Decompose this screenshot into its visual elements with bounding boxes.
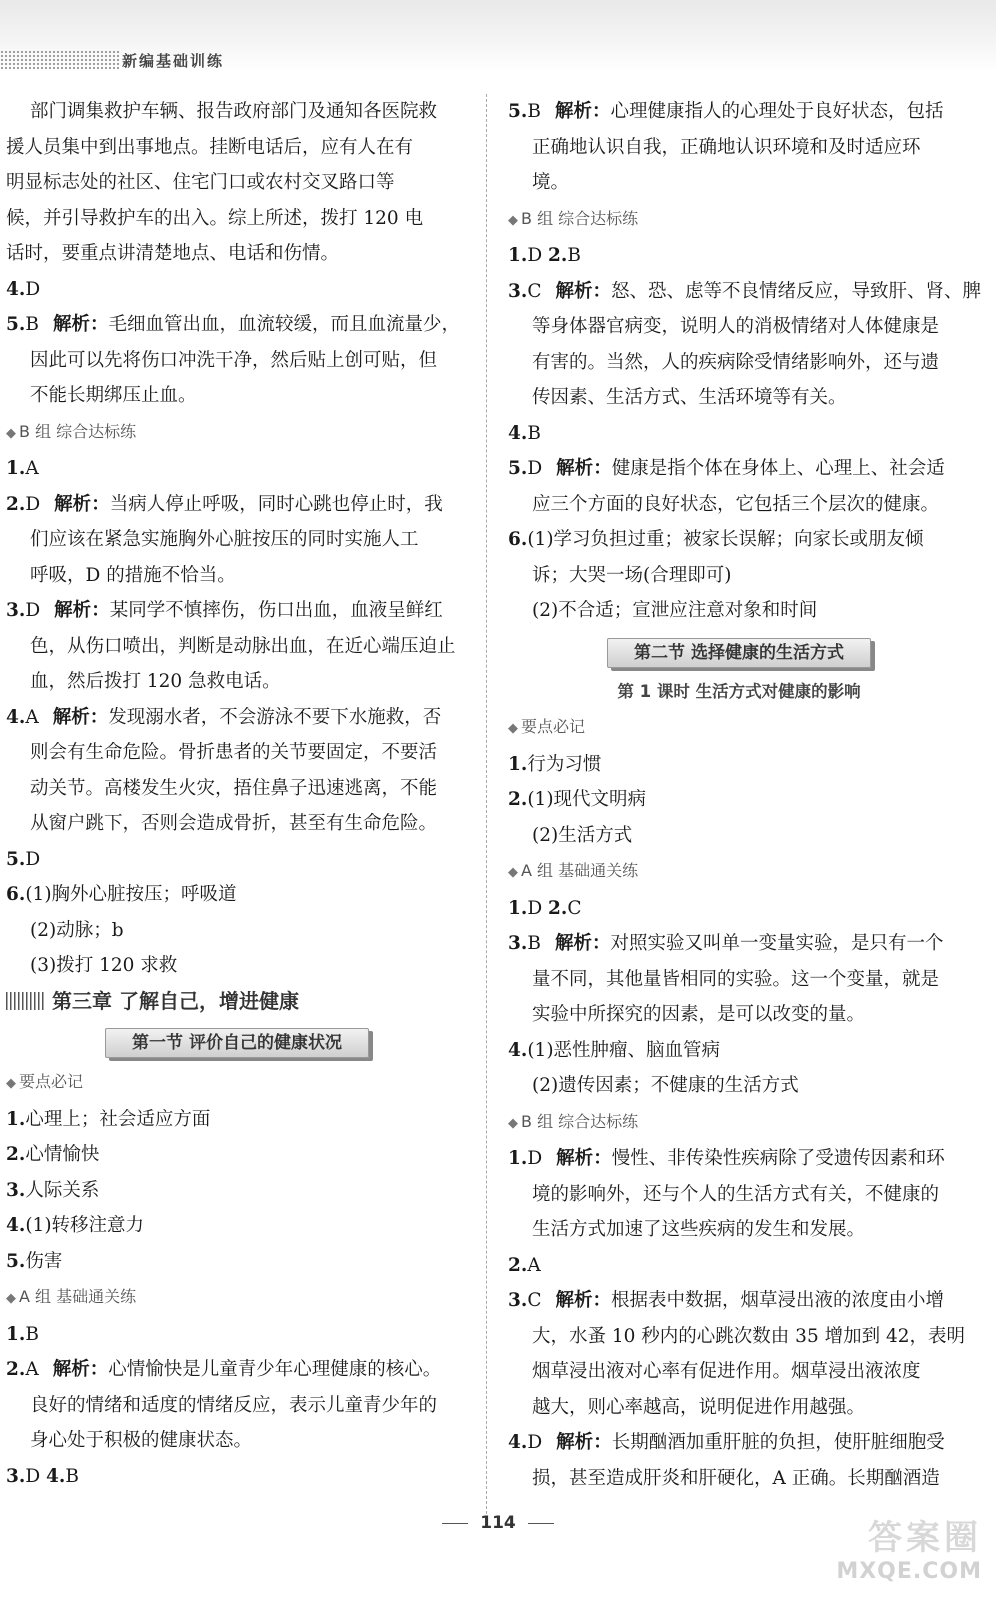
answer-choice: 人际关系 xyxy=(25,1179,100,1201)
analysis-colon: ： xyxy=(89,706,109,728)
item-number: 1. xyxy=(6,1323,26,1345)
analysis-text: 怒、恐、虑等不良情绪反应，导致肝、肾、脾 xyxy=(611,280,982,302)
answer-choice: B xyxy=(567,245,581,266)
answer-choice: D xyxy=(527,1148,543,1169)
section-title-banner xyxy=(6,1019,468,1064)
answer-choice: B xyxy=(65,1465,79,1487)
answer-text-line: 诉；大哭一场(合理即可) xyxy=(532,564,732,586)
item-number: 2. xyxy=(508,1254,528,1276)
hatch-icon xyxy=(6,992,46,1010)
answer-item xyxy=(508,926,970,962)
analysis-text: 发现溺水者，不会游泳不要下水施救，否 xyxy=(108,706,442,728)
footer-dash-right xyxy=(528,1523,554,1524)
answer-choice: C xyxy=(527,280,542,302)
item-number: 1. xyxy=(6,1108,26,1130)
page-number: 114 xyxy=(480,1513,516,1533)
analysis-label: 解析 xyxy=(556,458,594,479)
analysis-label: 解析 xyxy=(54,493,92,515)
section-heading-text: B 组 综合达标练 xyxy=(521,1111,639,1131)
answer-choice: D xyxy=(25,600,41,621)
answer-text-line: 等身体器官病变，说明人的消极情绪对人体健康是 xyxy=(532,316,940,337)
answer-choice: (1)学习负担过重；被家长误解；向家长或朋友倾 xyxy=(527,529,924,550)
section-title: 第二节 选择健康的生活方式 xyxy=(607,638,871,668)
item-number: 6. xyxy=(508,529,528,550)
answer-text-line: 身心处于积极的健康状态。 xyxy=(30,1430,253,1451)
answer-choice: (1)恶性肿瘤、脑血管病 xyxy=(527,1039,721,1061)
section-heading xyxy=(6,1279,468,1317)
answer-text-line: 正确地认识自我，正确地认识环境和及时适应环 xyxy=(532,136,921,158)
item-number: 3. xyxy=(508,280,528,302)
analysis-label: 解析 xyxy=(52,1359,90,1380)
item-number: 5. xyxy=(6,848,26,870)
answer-choice: D xyxy=(25,848,41,870)
answer-text-line: 部门调集救护车辆、报告政府部门及通知各医院救 xyxy=(30,101,438,122)
answer-choice: 心理上；社会适应方面 xyxy=(25,1108,211,1130)
analysis-label: 解析 xyxy=(556,1432,594,1453)
answer-item xyxy=(508,782,970,818)
analysis-text: 心理健康指人的心理处于良好状态，包括 xyxy=(610,101,944,122)
answer-choice: D xyxy=(25,493,41,515)
right-column xyxy=(508,94,982,1496)
section-title-banner xyxy=(508,629,970,674)
answer-item xyxy=(508,1283,970,1319)
section-heading-text: 要点必记 xyxy=(521,717,586,736)
answer-text-line: 实验中所探究的因素，是可以改变的量。 xyxy=(532,1004,866,1025)
answer-choice: A xyxy=(25,1359,39,1380)
item-number: 5. xyxy=(508,458,528,479)
analysis-colon: ： xyxy=(89,314,109,335)
item-number: 3. xyxy=(6,1465,26,1487)
answer-text-line: (3)拨打 120 求救 xyxy=(30,955,178,976)
answer-choice: B xyxy=(527,422,541,444)
watermark-top: 答案圈 xyxy=(868,1518,982,1558)
analysis-text: 某同学不慎摔伤，伤口出血，血液呈鲜红 xyxy=(109,600,443,621)
analysis-colon: ： xyxy=(89,1359,109,1380)
item-number: 1. xyxy=(508,897,528,919)
answer-item xyxy=(6,877,468,913)
diamond-icon: ◆ xyxy=(508,212,518,228)
analysis-label: 解析 xyxy=(554,101,592,122)
answer-item xyxy=(6,593,468,629)
answer-item xyxy=(6,842,468,878)
answer-text-line: 传因素、生活方式、生活环境等有关。 xyxy=(532,387,847,408)
answer-text-line: 呼吸，D 的措施不恰当。 xyxy=(30,564,236,586)
answer-text-line: 因此可以先将伤口冲洗干净，然后贴上创可贴，但 xyxy=(30,349,438,371)
answer-text-line: 烟草浸出液对心率有促进作用。烟草浸出液浓度 xyxy=(532,1361,921,1382)
answer-item xyxy=(508,274,982,310)
answer-text-line: (2)不合适；宣泄应注意对象和时间 xyxy=(532,600,818,621)
answer-choice: (1)现代文明病 xyxy=(527,789,647,810)
item-number: 2. xyxy=(6,1359,26,1380)
analysis-label: 解析 xyxy=(555,1290,593,1311)
analysis-colon: ： xyxy=(593,1432,612,1453)
lesson-title: 第 1 课时 生活方式对健康的影响 xyxy=(617,681,861,701)
analysis-label: 解析 xyxy=(52,706,90,728)
section-heading-text: A 组 基础通关练 xyxy=(19,1287,137,1306)
analysis-text: 根据表中数据，烟草浸出液的浓度由小增 xyxy=(611,1290,945,1311)
item-number: 3. xyxy=(6,600,26,621)
answer-choice: A xyxy=(527,1254,541,1276)
answer-item xyxy=(6,1173,468,1209)
answer-item xyxy=(508,747,970,783)
section-heading-text: 要点必记 xyxy=(19,1072,84,1091)
section-heading xyxy=(508,201,970,239)
answer-item xyxy=(508,416,970,452)
header-dot-pattern xyxy=(0,50,120,70)
section-heading xyxy=(508,853,970,891)
answer-choice: B xyxy=(25,1323,39,1345)
item-number: 2. xyxy=(548,245,568,266)
answer-item xyxy=(508,1425,970,1461)
book-series-title: 新编基础训练 xyxy=(122,52,225,70)
answer-item xyxy=(508,94,970,130)
answer-text-line: 色，从伤口喷出，判断是动脉出血，在近心端压迫止 xyxy=(30,635,456,657)
item-number: 4. xyxy=(508,422,528,444)
item-number: 4. xyxy=(46,1465,66,1487)
analysis-colon: ： xyxy=(592,280,612,302)
answer-text-line: 候，并引导救护车的出入。综上所述，拨打 120 电 xyxy=(6,207,424,229)
analysis-text: 长期酗酒加重肝脏的负担，使肝脏细胞受 xyxy=(611,1432,945,1453)
item-number: 3. xyxy=(508,933,528,954)
answer-text-line: 不能长期绑压止血。 xyxy=(30,385,197,406)
answer-text-line: 损，甚至造成肝炎和肝硬化，A 正确。长期酗酒造 xyxy=(532,1467,940,1489)
answer-text-line: 从窗户跳下，否则会造成骨折，甚至有生命危险。 xyxy=(30,813,438,834)
left-column xyxy=(6,94,468,1494)
answer-choice: D xyxy=(25,1465,47,1487)
answer-text-line: (2)生活方式 xyxy=(532,824,633,846)
analysis-text: 心情愉快是儿童青少年心理健康的核心。 xyxy=(108,1359,442,1380)
item-number: 1. xyxy=(508,1148,528,1169)
item-number: 4. xyxy=(6,1215,26,1236)
item-number: 6. xyxy=(6,884,26,905)
answer-choice: 伤害 xyxy=(25,1250,63,1272)
item-number: 2. xyxy=(548,897,568,919)
analysis-label: 解析 xyxy=(54,600,92,621)
chapter-heading xyxy=(6,984,468,1020)
answer-text-line: 动关节。高楼发生火灾，捂住鼻子迅速逃离，不能 xyxy=(30,777,438,799)
watermark-url: MXQE.COM xyxy=(836,1559,982,1584)
answer-choice: D xyxy=(527,897,549,919)
answer-item xyxy=(6,487,468,523)
answer-choice: B xyxy=(25,314,39,335)
diamond-icon: ◆ xyxy=(508,865,518,880)
answer-item xyxy=(508,891,970,927)
answer-text-line: 话时，要重点讲清楚地点、电话和伤情。 xyxy=(6,243,340,264)
answer-choice: A xyxy=(25,458,39,479)
section-heading xyxy=(6,414,468,452)
answer-text-line: 有害的。当然，人的疾病除受情绪影响外，还与遗 xyxy=(532,351,940,373)
answer-choice: A xyxy=(25,706,39,728)
answer-text-line: (2)动脉；b xyxy=(30,919,124,941)
analysis-colon: ： xyxy=(593,1148,612,1169)
answer-text-line: 大，水蚤 10 秒内的心跳次数由 35 增加到 42，表明 xyxy=(532,1325,966,1347)
answer-text-line: 援人员集中到出事地点。挂断电话后，应有人在有 xyxy=(6,136,414,158)
section-title: 第一节 评价自己的健康状况 xyxy=(105,1028,369,1058)
item-number: 3. xyxy=(6,1179,26,1201)
answer-choice: 行为习惯 xyxy=(527,753,602,775)
answer-text-line: 则会有生命危险。骨折患者的关节要固定，不要活 xyxy=(30,742,438,763)
answer-text-line: 们应该在紧急实施胸外心脏按压的同时实施人工 xyxy=(30,529,419,550)
analysis-label: 解析 xyxy=(555,280,593,302)
item-number: 2. xyxy=(508,789,528,810)
analysis-colon: ： xyxy=(591,933,611,954)
item-number: 4. xyxy=(508,1039,528,1061)
answer-choice: (1)转移注意力 xyxy=(25,1215,145,1236)
item-number: 3. xyxy=(508,1290,528,1311)
analysis-text: 毛细血管出血，血流较缓，而且血流量少， xyxy=(108,314,460,335)
diamond-icon: ◆ xyxy=(508,1115,518,1131)
answer-item xyxy=(508,238,970,274)
analysis-label: 解析 xyxy=(554,933,592,954)
answer-choice: C xyxy=(567,897,582,919)
answer-text-line: 生活方式加速了这些疾病的发生和发展。 xyxy=(532,1219,866,1240)
answer-item xyxy=(6,1208,468,1244)
section-heading xyxy=(508,1104,970,1142)
answer-item xyxy=(6,1317,468,1353)
section-heading-text: B 组 综合达标练 xyxy=(19,421,137,441)
answer-choice: (1)胸外心脏按压；呼吸道 xyxy=(25,884,237,905)
answer-text-line: 血，然后拨打 120 急救电话。 xyxy=(30,671,281,692)
analysis-label: 解析 xyxy=(52,314,90,335)
answer-text-line: 境的影响外，还与个人的生活方式有关，不健康的 xyxy=(532,1183,940,1205)
item-number: 4. xyxy=(6,278,26,300)
answer-choice: D xyxy=(25,278,41,300)
analysis-colon: ： xyxy=(592,1290,612,1311)
answer-text-line: 量不同，其他量皆相同的实验。这一个变量，就是 xyxy=(532,968,940,990)
answer-choice: D xyxy=(527,458,543,479)
section-heading xyxy=(508,709,970,747)
item-number: 2. xyxy=(6,493,26,515)
item-number: 5. xyxy=(508,101,528,122)
answer-item xyxy=(6,272,468,308)
item-number: 4. xyxy=(508,1432,528,1453)
answer-item xyxy=(6,1244,468,1280)
answer-choice: 心情愉快 xyxy=(25,1144,100,1165)
section-heading-text: A 组 基础通关练 xyxy=(521,861,639,880)
answer-text-line: 境。 xyxy=(532,172,570,193)
analysis-text: 对照实验又叫单一变量实验，是只有一个 xyxy=(610,933,944,954)
column-divider xyxy=(486,94,487,1514)
item-number: 2. xyxy=(6,1144,26,1165)
item-number: 1. xyxy=(508,753,528,775)
answer-item xyxy=(508,1033,970,1069)
answer-choice: D xyxy=(527,245,549,266)
answer-item xyxy=(6,1102,468,1138)
answer-text-line: (2)遗传因素；不健康的生活方式 xyxy=(532,1075,799,1096)
watermark-logo xyxy=(772,1518,982,1592)
diamond-icon: ◆ xyxy=(508,721,518,736)
diamond-icon: ◆ xyxy=(6,1291,16,1306)
answer-item xyxy=(6,1137,468,1173)
answer-text-line: 良好的情绪和适度的情绪反应，表示儿童青少年的 xyxy=(30,1394,438,1416)
answer-choice: B xyxy=(527,101,541,122)
analysis-colon: ： xyxy=(91,600,110,621)
item-number: 5. xyxy=(6,314,26,335)
analysis-colon: ： xyxy=(593,458,612,479)
answer-item xyxy=(6,700,468,736)
analysis-text: 当病人停止呼吸，同时心跳也停止时，我 xyxy=(109,493,443,515)
item-number: 5. xyxy=(6,1250,26,1272)
diamond-icon: ◆ xyxy=(6,1076,16,1091)
analysis-label: 解析 xyxy=(556,1148,594,1169)
section-heading-text: B 组 综合达标练 xyxy=(521,208,639,228)
diamond-icon: ◆ xyxy=(6,425,16,441)
answer-choice: B xyxy=(527,933,541,954)
answer-item xyxy=(508,522,970,558)
answer-item xyxy=(508,1248,970,1284)
analysis-colon: ： xyxy=(591,101,611,122)
answer-text-line: 明显标志处的社区、住宅门口或农村交叉路口等 xyxy=(6,172,395,193)
item-number: 1. xyxy=(508,245,528,266)
answer-item xyxy=(508,1141,970,1177)
answer-choice: C xyxy=(527,1290,542,1311)
answer-item xyxy=(508,451,970,487)
answer-choice: D xyxy=(527,1432,543,1453)
answer-text-line: 应三个方面的良好状态，它包括三个层次的健康。 xyxy=(532,493,940,515)
item-number: 1. xyxy=(6,458,26,479)
footer-dash-left xyxy=(442,1523,468,1524)
answer-item xyxy=(6,451,468,487)
answer-item xyxy=(6,1352,468,1388)
analysis-text: 慢性、非传染性疾病除了受遗传因素和环 xyxy=(611,1148,945,1169)
answer-item xyxy=(6,307,468,343)
answer-item xyxy=(6,1459,468,1495)
answer-text-line: 越大，则心率越高，说明促进作用越强。 xyxy=(532,1396,866,1418)
section-heading xyxy=(6,1064,468,1102)
chapter-title: 第三章 了解自己，增进健康 xyxy=(52,988,299,1013)
item-number: 4. xyxy=(6,706,26,728)
analysis-colon: ： xyxy=(91,493,110,515)
analysis-text: 健康是指个体在身体上、心理上、社会适 xyxy=(611,458,945,479)
